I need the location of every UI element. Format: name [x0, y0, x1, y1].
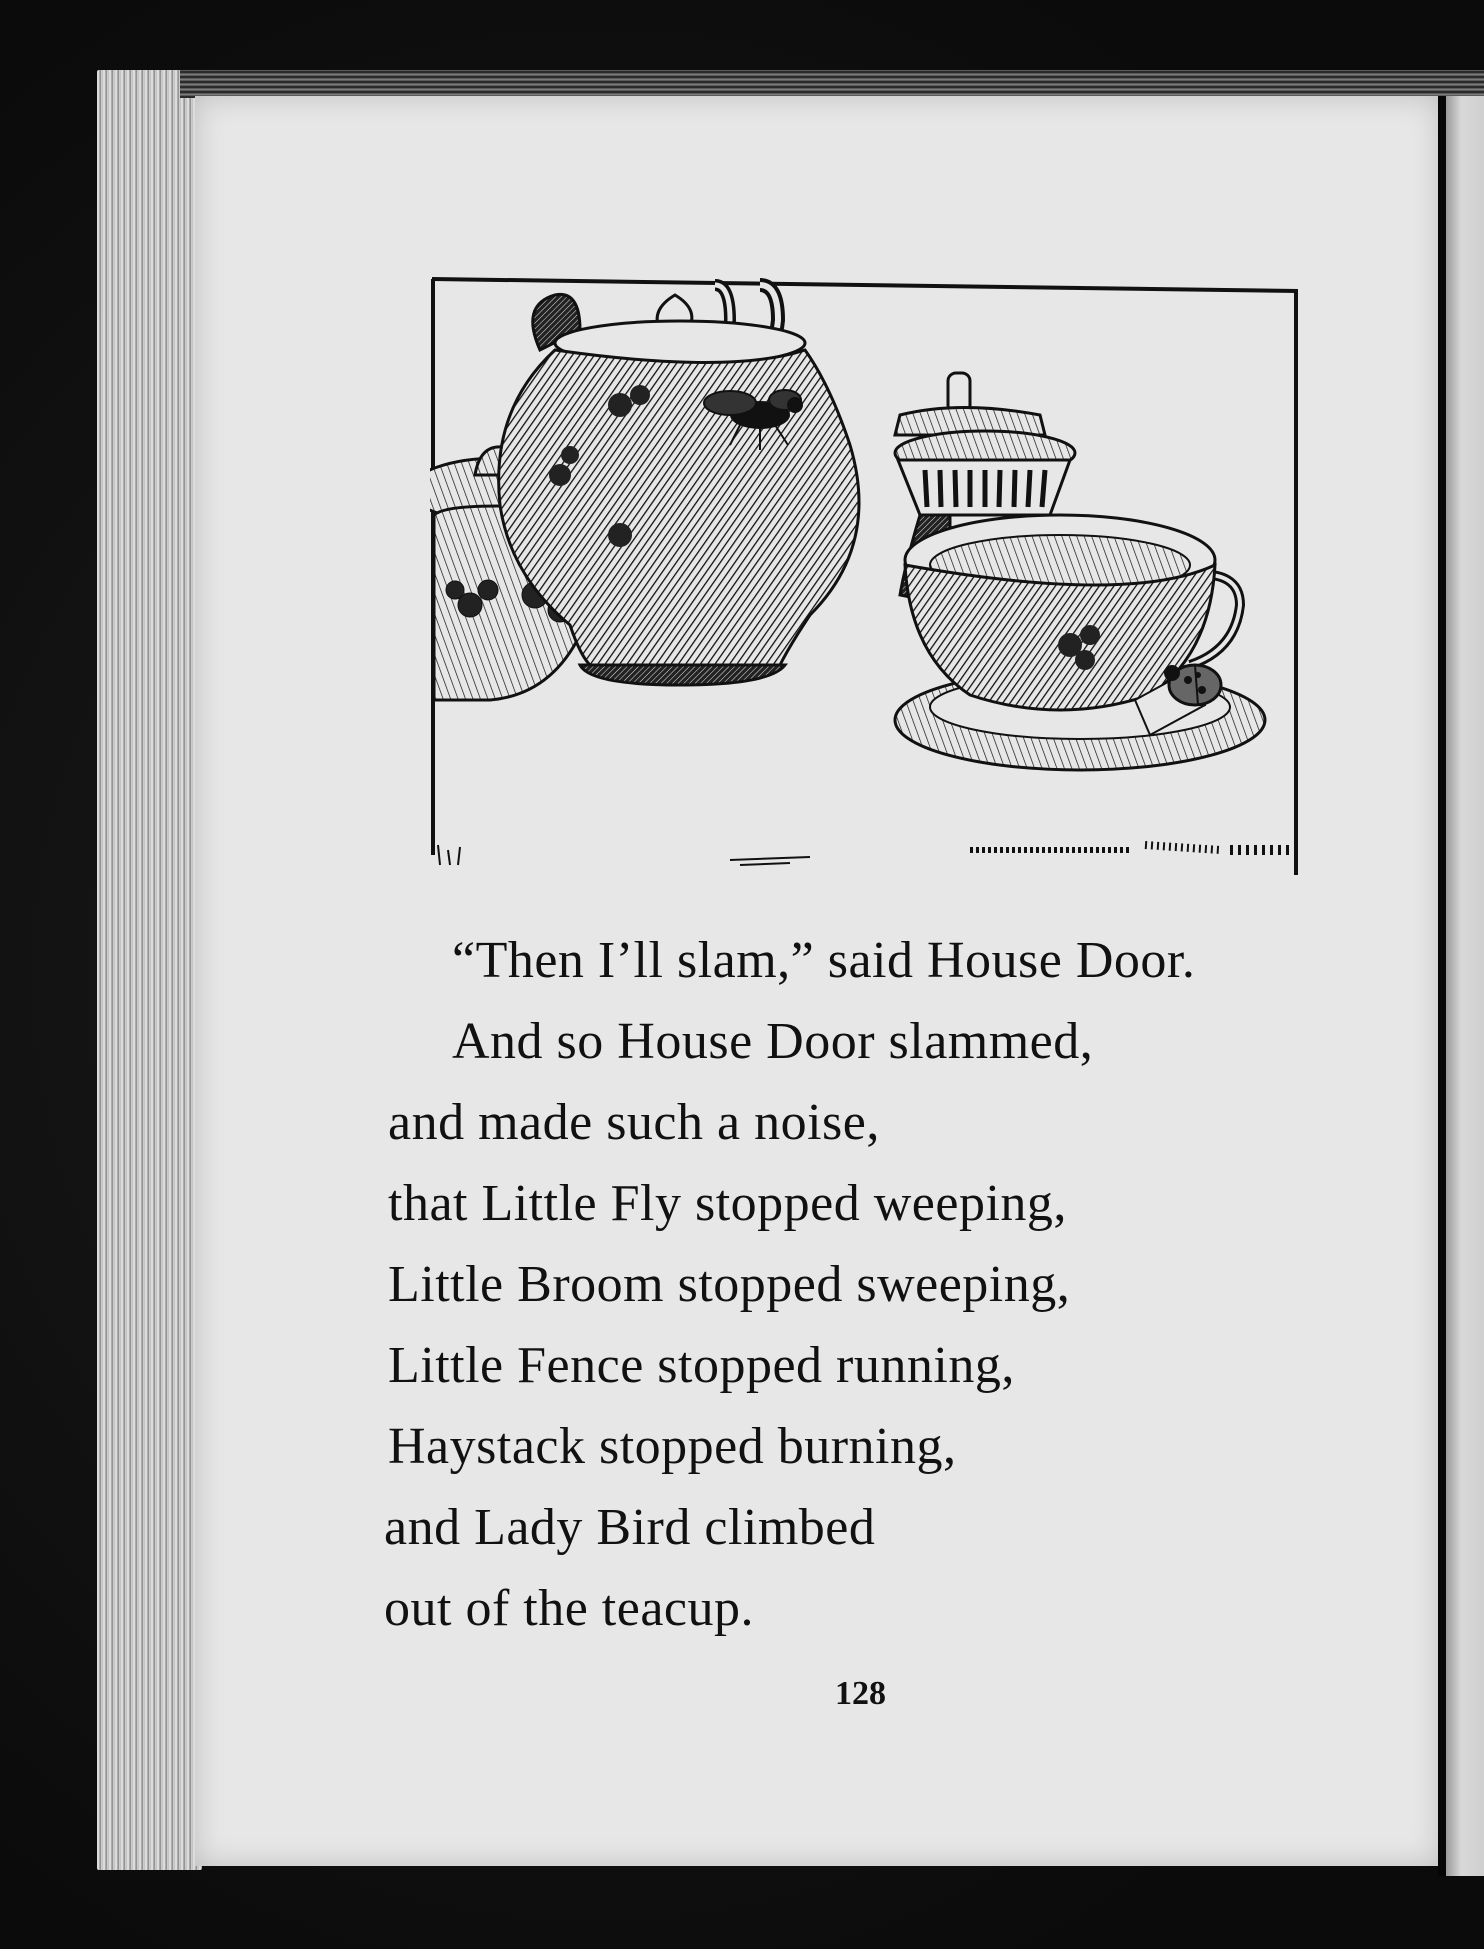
page-number: 128 — [835, 1675, 886, 1712]
ground-strokes — [438, 845, 1290, 865]
book-gutter — [1438, 96, 1446, 1876]
story-line-7: Haystack stopped burning, — [388, 1418, 957, 1475]
book-top-edge — [180, 70, 1484, 98]
story-line-9: out of the teacup. — [384, 1580, 754, 1637]
story-line-4: that Little Fly stopped weeping, — [388, 1175, 1067, 1232]
story-line-1: “Then I’ll slam,” said House Door. — [452, 932, 1196, 989]
story-line-6: Little Fence stopped running, — [388, 1337, 1015, 1394]
next-page-edge — [1446, 96, 1484, 1876]
tea-set-illustration — [430, 275, 1300, 875]
story-line-3: and made such a noise, — [388, 1094, 880, 1151]
book-page-stack — [97, 70, 202, 1870]
story-line-2: And so House Door slammed, — [452, 1013, 1094, 1070]
story-line-5: Little Broom stopped sweeping, — [388, 1256, 1071, 1313]
story-line-8: and Lady Bird climbed — [384, 1499, 876, 1556]
